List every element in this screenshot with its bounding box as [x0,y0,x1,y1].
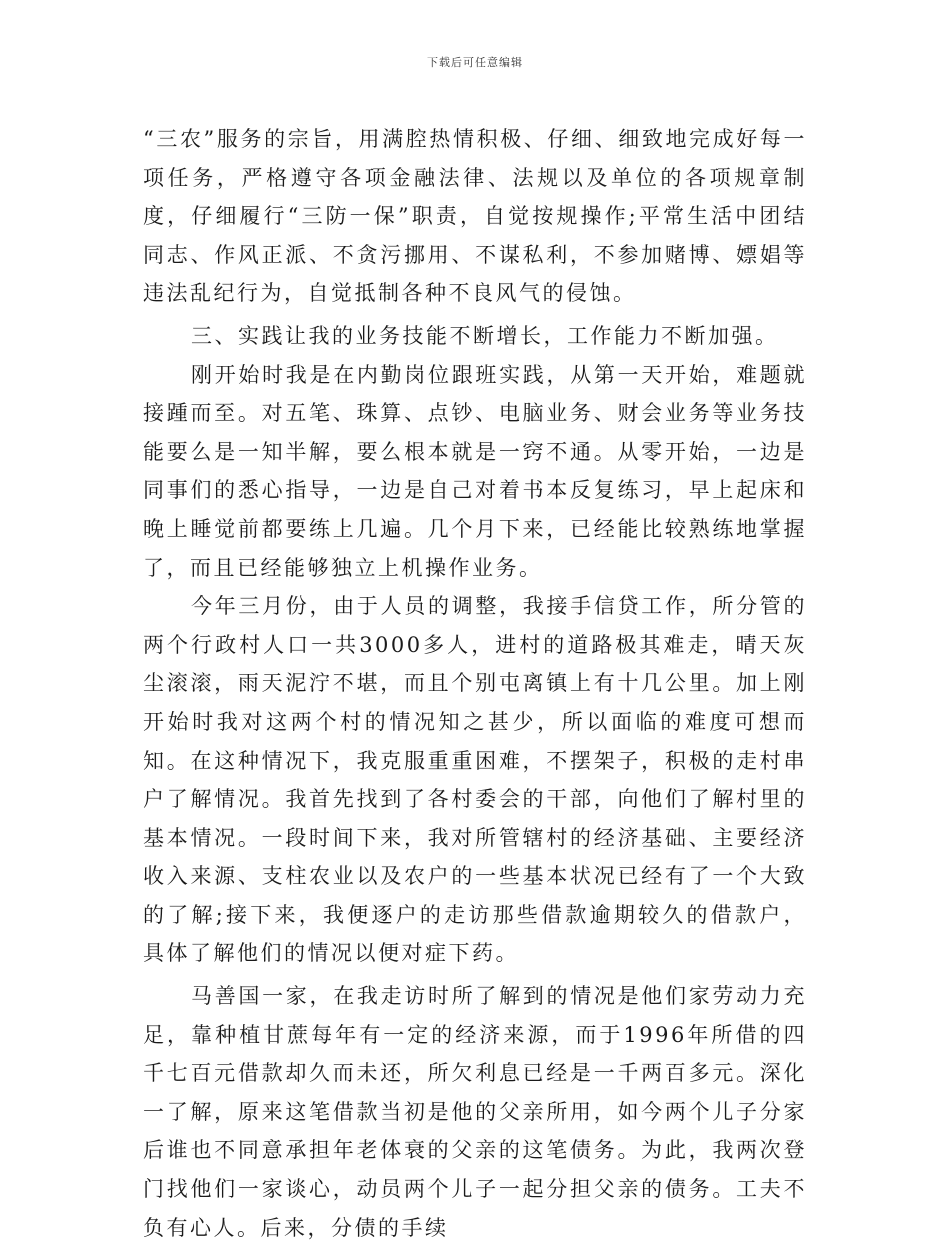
paragraph-continuation: “三农”服务的宗旨，用满腔热情积极、仔细、细致地完成好每一项任务，严格遵守各项金融法律、法规以及单位的各项规章制度，仔细履行“三防一保”职责，自觉按规操作;平常生活中团结同志、作风正派、不贪污挪用、不谋私利，不参加赌博、嫖娼等违法乱纪行为，自觉抵制各种不良风气的侵蚀。 [143,127,807,306]
section-heading: 三、实践让我的业务技能不断增长，工作能力不断加强。 [191,323,779,348]
document-body [143,120,807,1247]
page-header-note: 下载后可任意编辑 [427,56,523,69]
paragraph: 今年三月份，由于人员的调整，我接手信贷工作，所分管的两个行政村人口一共3000多人，进村的道路极其难走，晴天灰尘滚滚，雨天泥泞不堪，而且个别屯离镇上有十几公里。加上刚开始时我对这两个村的情况知之甚少，所以面临的难度可想而知。在这种情况下，我克服重重困难，不摆架子，积极的走村串户了解情况。我首先找到了各村委会的干部，向他们了解村里的基本情况。一段时间下来，我对所管辖村的经济基础、主要经济收入来源、支柱农业以及农户的一些基本状况已经有了一个大致的了解;接下来，我便逐户的走访那些借款逾期较久的借款户，具体了解他们的情况以便对症下药。 [143,594,807,966]
paragraph: 刚开始时我是在内勤岗位跟班实践，从第一天开始，难题就接踵而至。对五笔、珠算、点钞、电脑业务、财会业务等业务技能要么是一知半解，要么根本就是一窍不通。从零开始，一边是同事们的悉心指导，一边是自己对着书本反复练习，早上起床和晚上睡觉前都要练上几遍。几个月下来，已经能比较熟练地掌握了，而且已经能够独立上机操作业务。 [143,362,807,580]
paragraph: 马善国一家，在我走访时所了解到的情况是他们家劳动力充足，靠种植甘蔗每年有一定的经济来源，而于1996年所借的四千七百元借款却久而未还，所欠利息已经是一千两百多元。深化一了解，原来这笔借款当初是他的父亲所用，如今两个儿子分家后谁也不同意承担年老体衰的父亲的这笔债务。为此，我两次登门找他们一家谈心，动员两个儿子一起分担父亲的债务。工夫不负有心人。后来，分债的手续 [143,984,807,1240]
